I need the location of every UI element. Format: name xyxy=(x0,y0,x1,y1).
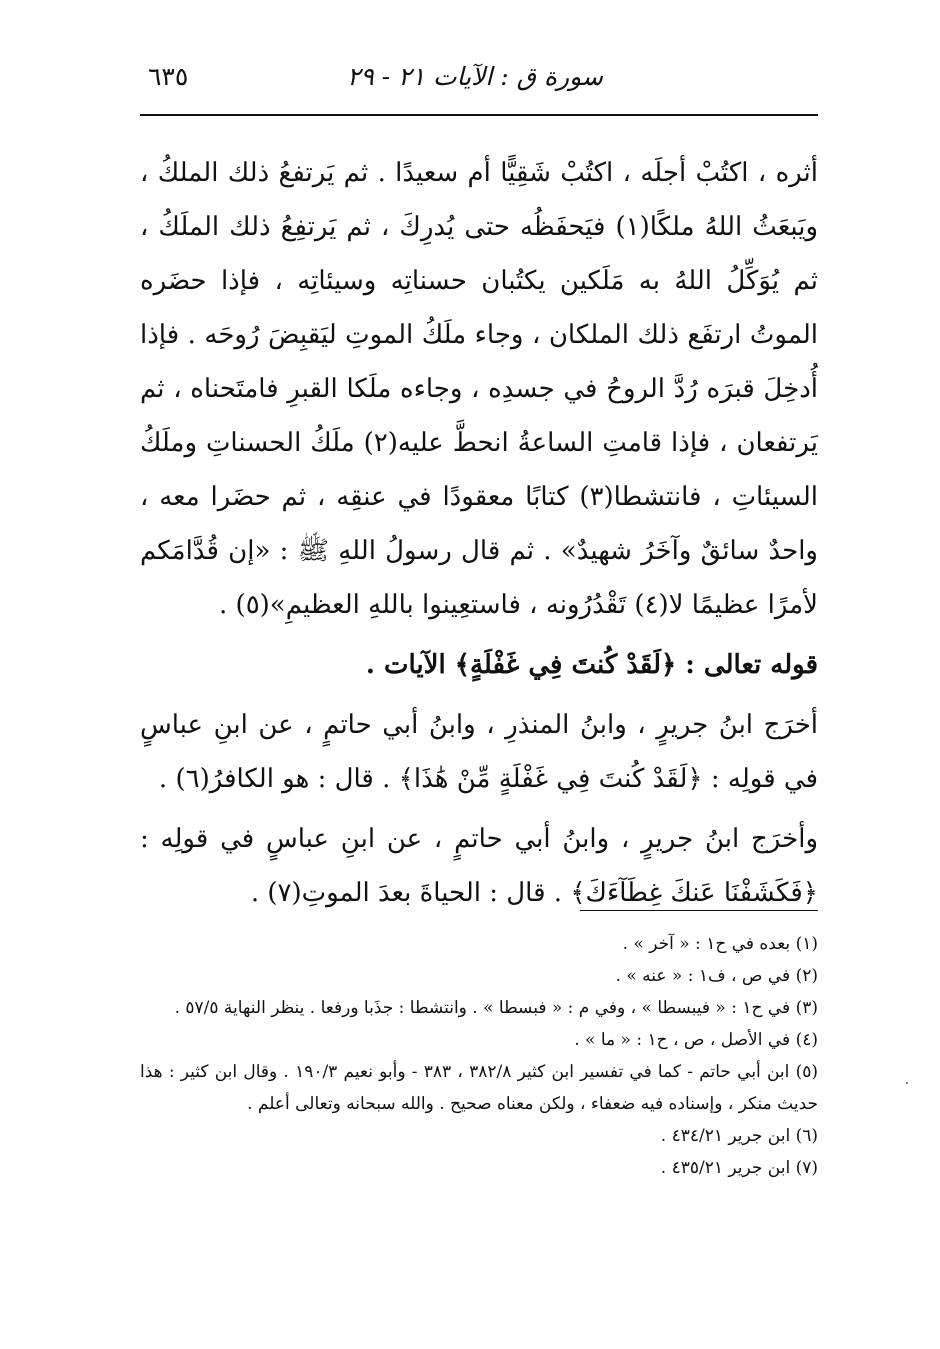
footnote-7: (٧) ابن جرير ٤٣٥/٢١ . xyxy=(660,1158,818,1178)
page-header xyxy=(140,62,818,102)
footnote-1: (١) بعده في ح١ : « آخر » . xyxy=(622,934,818,954)
footnote-3: (٣) في ح١ : « فيبسطا » ، وفي م : « فبسطا » . وانتشطا : جذَبا ورفعا . ينظر النهاية ٥٧/٥ . xyxy=(174,998,818,1018)
paragraph-narration-2: وأخرَج ابنُ جريرٍ ، وابنُ أبي حاتمٍ ، عن ابنِ عباسٍ في قولِه : ﴿فَكَشَفْنَا عَنكَ غِطَآءَكَ﴾ . قال : الحياةَ بعدَ الموتِ(٧) . xyxy=(140,824,818,908)
footnote-5: (٥) ابن أبي حاتم - كما في تفسير ابن كثير ٣٨٢/٨ ، ٣٨٣ - وأبو نعيم ١٩٠/٣ . وقال ابن كثير : هذا حديث منكر ، وإسناده فيه ضعفاء ، ولكن معناه صحيح . والله سبحانه وتعالى أعلم . xyxy=(140,1062,819,1114)
paragraph-narration-1: أخرَج ابنُ جريرٍ ، وابنُ المنذرِ ، وابنُ أبي حاتمٍ ، عن ابنِ عباسٍ في قولِه : ﴿لَقَدْ كُنتَ فِي غَفْلَةٍ مِّنْ هَٰذَا﴾ . قال : هو الكافرُ(٦) . xyxy=(140,710,818,794)
main-text xyxy=(140,146,818,920)
page-number: ٦٣٥ xyxy=(148,62,189,91)
scan-speck xyxy=(906,1082,908,1084)
paragraph-hadith: أثره ، اكتُبْ أجلَه ، اكتُبْ شَقِيًّا أم سعيدًا . ثم يَرتفعُ ذلك الملكُ ، ويَبعَثُ اللهُ ملكًا(١) فيَحفَظُه حتى يُدرِكَ ، ثم يَرتفِعُ ذلك الملَكُ ، ثم يُوَكِّلُ اللهُ به مَلَكين يكتُبان حسناتِه وسيئاتِه ، فإذا حضَره الموتُ ارتفَع ذلك الملكان ، وجاء ملَكُ الموتِ ليَقبِضَ رُوحَه . فإذا أُدخِلَ قبرَه رُدَّ الروحُ في جسدِه ، وجاءه ملَكا القبرِ فامتَحناه ، ثم يَرتفعان ، فإذا قامتِ الساعةُ انحطَّ عليه(٢) ملَكُ الحسناتِ وملَكُ السيئاتِ ، فانتشطا(٣) كتابًا معقودًا في عنقِه ، ثم حضَرا معه ، واحدٌ سائقٌ وآخَرُ شهيدٌ» . ثم قال رسولُ اللهِ ﷺ : «إن قُدَّامَكم لأمرًا عظيمًا لا(٤) تَقْدُرُونه ، فاستعِينوا باللهِ العظيمِ»(٥) . xyxy=(140,158,819,620)
verse-heading: قوله تعالى : ﴿لَقَدْ كُنتَ فِي غَفْلَةٍ﴾ الآيات . xyxy=(365,650,818,680)
footnotes xyxy=(140,928,818,1184)
footnote-rule xyxy=(580,910,818,911)
footnote-6: (٦) ابن جرير ٤٣٤/٢١ . xyxy=(660,1126,818,1146)
header-rule xyxy=(140,114,818,116)
running-title: سورة ق : الآيات ٢١ - ٢٩ xyxy=(346,62,603,91)
footnote-4: (٤) في الأصل ، ص ، ح١ : « ما » . xyxy=(574,1030,818,1050)
footnote-2: (٢) في ص ، ف١ : « عنه » . xyxy=(615,966,818,986)
